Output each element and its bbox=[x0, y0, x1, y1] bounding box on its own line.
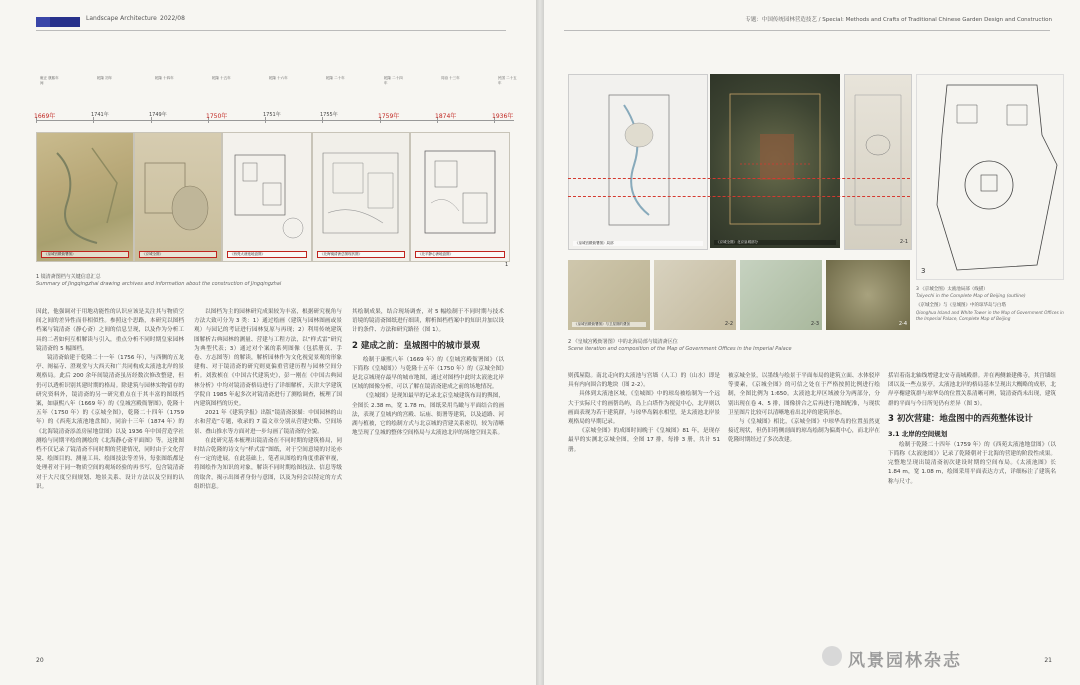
paragraph: 具体到太液池区域，《皇城图》中的琼岛被绘制为一个远大于实际尺寸的画帮岛屿，岛上白塔作为视觉中心，北岸则以画面表现为若干建筑群，与琼华岛隔水相望，是太液池北岸景观格局的早期记录。 bbox=[568, 391, 720, 426]
timeline-note: 雍正 康熙年间 bbox=[40, 76, 59, 85]
subfigure-label: 2-2 bbox=[724, 321, 733, 327]
figure1-panel-5 bbox=[410, 132, 510, 262]
map-sketch bbox=[313, 133, 409, 261]
timeline-year: 1936年 bbox=[492, 113, 514, 120]
guide-line bbox=[568, 196, 910, 197]
figure1-panel-caption: 《皇城宫殿衙署图》 bbox=[41, 251, 129, 258]
guide-line bbox=[568, 178, 910, 179]
figure2-panel-caption: 《皇城宫殿衙署图》局部 bbox=[573, 241, 703, 246]
figure1-panel-2 bbox=[134, 132, 222, 262]
figure2-caption-zh: 2 《皇城宫殿衙署图》中的北海局部与镜清斋区位 bbox=[568, 339, 678, 345]
figure2-panel-6 bbox=[740, 260, 822, 330]
map-sketch bbox=[411, 133, 509, 261]
timeline-year: 1669年 bbox=[34, 113, 56, 120]
paragraph: 绘制于康熙八年（1669 年）的《皇城宫殿衙署图》（以下简称《皇城图》）与乾隆十五年（1750 年）的《京城全图》是北京城现存最早的城市地图，通过对图档中此时太液池北岸区域的图像分析，可以了解在镜清斋建成之前的场地情况。 bbox=[352, 356, 504, 391]
figure1-panel-caption: 《京城全图》 bbox=[139, 251, 217, 258]
map-sketch bbox=[37, 133, 133, 261]
figure1-caption-en: Summary of Jingqingzhai drawing archives and information about the construction of Jingqingzhai bbox=[36, 281, 282, 287]
paragraph: 其绘制成果，结合现场调查，对 5 幅绘制于不同时期与技术语境的镜清斋图纸进行细读，解析图档档案中的知识并加以设计的条件、方法和研究路径（图 1）。 bbox=[352, 309, 504, 334]
timeline-note: 乾隆 十四年 bbox=[155, 76, 174, 80]
section-heading: 3 初次营建：地盘图中的西苑整体设计 bbox=[888, 413, 1033, 424]
body-column-3 bbox=[352, 308, 504, 652]
figure1-caption-zh: 1 镜清斋图档与关键信息汇总 bbox=[36, 274, 101, 280]
wechat-icon bbox=[822, 646, 842, 666]
paragraph: 《皇城图》是现知最早的记录北京皇城建筑布局的舆图，全图长 2.38 m，宽 1.78 m。图纸采用鸟瞰与平面结合的画法，表现了皇城内的宫殿、坛庙、衙署等建筑，以及道路、河湖与植被，它的绘制方式与北京城的营建关系密切，较为清晰地呈现了皇城的整体空间格局与太液池北岸的场地空间关系。 bbox=[352, 393, 504, 437]
paragraph: 2021 年《建筑学报》出版“镜清斋深描：中国园林的山水和营造”专题，收录的 7 篇文章分别从营建史略、空间场景、叠山推水等方面对进一步勾画了镜清斋的全貌。 bbox=[194, 410, 342, 435]
body-column-1 bbox=[36, 308, 184, 652]
subfigure-label: 2-1 bbox=[899, 239, 908, 245]
paragraph: 与《皇城图》相比，《京城全图》中琼华岛的位置虽然更接近现状，但仍旧将侧剖面的琼岛绘制为偏离中心，而北岸在乾隆时期经过了多次改建。 bbox=[728, 419, 880, 444]
paragraph: 以图档为主的园林研究成果较为丰富，根据研究视角与方法大致可分为 3 类：1）通过绘画（建筑与园林图画或景观）与园记的考证进行园林复原与再现；2）利用传统建筑图解析古典园林的测量、营建与工程方法，以“样式雷”研究为典型代表；3）通过对个案的系列图像（包括册页、手卷、方志图等）的解读，解析园林作为文化视觉景观的形象建构、对于镜清斋的研究则更偏重营建历程与园林空间分析。刘敦桢在《中国古代建筑史》，彭一刚在《中国古典园林分析》中均对镜清斋格局进行了详细解析，天津大学建筑学院自 1985 年起多次对镜清斋进行了测绘调查，梳理了国内建筑图档的历史。 bbox=[194, 309, 342, 408]
timeline-note: 乾隆 十五年 bbox=[212, 76, 231, 80]
watermark: 风景园林杂志 bbox=[848, 651, 962, 671]
map-sketch bbox=[135, 133, 221, 261]
figure3-note-en: Qionghua Island and White Tower in the Map of Government Offices in the Imperial Palace, Complete Map of Beijing bbox=[916, 310, 1064, 321]
left-page bbox=[0, 0, 536, 685]
figure2-panel-7 bbox=[826, 260, 910, 330]
figure1-panel-4 bbox=[312, 132, 410, 262]
paragraph: 被京城全景，以墨线与绘景于平面布局的建筑立面、水体驳岸等要素，《京城全图》的可信之处在于严格按照比例进行绘制，全图比例为 1:650。太液池北岸区域被分为两部分，分别出现在卷 4、5 排，图像拼合之后再进行地图配准，与现状卫星图片比较可以清晰地看出北岸的建筑形态。 bbox=[728, 373, 880, 416]
figure2-panel-caption: 《京城全图》北京皇城部分 bbox=[714, 240, 836, 245]
paragraph: 绘制于乾隆二十四年（1759 年）的《西苑太液池地盘图》（以下简称《太液池图》）记录了乾隆朝对于北海的营建的阶段性成果。完整地呈现出镜清斋初次建设时期的空间布局。《太液池图》长 1.84 m，宽 1.08 m，绘图采用平面表达方式，详细标注了建筑名称与尺寸。 bbox=[888, 441, 1056, 485]
timeline-note: 乾隆 初年 bbox=[97, 76, 113, 80]
map-sketch bbox=[223, 133, 311, 261]
timeline-year: 1874年 bbox=[435, 113, 457, 120]
paragraph: 则孤屋隐。南北走向的太液池与宫墙（人工）的（山水）即是具有内向围合的地块（图 2-2）。 bbox=[568, 373, 720, 389]
body-column-3 bbox=[888, 372, 1056, 642]
figure3-map bbox=[916, 74, 1064, 280]
figure2-panel-4 bbox=[568, 260, 650, 330]
timeline bbox=[34, 112, 514, 121]
subfigure-label: 2-3 bbox=[810, 321, 819, 327]
timeline-note: 民国 二十五年 bbox=[498, 76, 517, 85]
map-sketch bbox=[710, 74, 840, 248]
header-rule bbox=[564, 30, 1050, 31]
book-gutter bbox=[536, 0, 544, 685]
figure3-caption-en: Taiyechi in the Complete Map of Beijing (outline) bbox=[916, 294, 1026, 299]
figure3-note: 《京城全图》与《皇城图》中的琼华岛与白塔 bbox=[916, 303, 1006, 308]
figure2-caption-en: Scene iteration and composition of the Map of Government Offices in the Imperial Palace bbox=[568, 346, 792, 352]
figure1-panel-caption: 《西苑太液池地盘图》 bbox=[227, 251, 307, 258]
body-column-2 bbox=[194, 308, 342, 652]
running-header: 专题：中国传统园林营造技艺 / Special: Methods and Crafts of Traditional Chinese Garden Design and Construction bbox=[745, 17, 1052, 23]
header-rule bbox=[36, 30, 506, 31]
figure2-panel-1 bbox=[568, 74, 708, 250]
subfigure-label: 2-4 bbox=[898, 321, 907, 327]
figure2-panel-caption: 《皇城宫殿衙署图》与卫星图的叠加 bbox=[572, 322, 646, 327]
figure1-panel-caption: 《北海镜清斋总图现状图》 bbox=[317, 251, 405, 258]
figure1-panel-caption: 《北平静心斋地盘图》 bbox=[415, 251, 505, 258]
timeline-year: 1741年 bbox=[91, 112, 109, 118]
timeline-note: 乾隆 二十四年 bbox=[384, 76, 403, 85]
figure1-panel-1 bbox=[36, 132, 134, 262]
figure2-panel-3 bbox=[844, 74, 912, 250]
section-heading: 2 建成之前：皇城图中的城市景观 bbox=[352, 340, 480, 351]
page-number: 21 bbox=[1044, 657, 1052, 664]
body-column-2 bbox=[728, 372, 880, 652]
page-number: 20 bbox=[36, 657, 44, 664]
journal-logo bbox=[36, 17, 80, 27]
timeline-year: 1759年 bbox=[378, 113, 400, 120]
timeline-note: 乾隆 二十年 bbox=[326, 76, 345, 80]
paragraph: 在此研究基本梳理出镜清斋在不同时期的建筑格局，同时结合乾隆的诗文与“样式雷”图纸，对于空间意境的讨论亦有一定的进展。在此基础上，笔者从图绘的角度重新审视，将图绘作为知识的对象，解读不同时期绘图技法、信息等级的取舍，揭示出图者身份与意图，以及为何会以特定的方式组织信息。 bbox=[194, 437, 342, 490]
body-column-1 bbox=[568, 372, 720, 652]
right-page bbox=[544, 0, 1080, 685]
timeline-year: 1749年 bbox=[149, 112, 167, 118]
figure3-caption-zh: 3 《京城全图》太液池局部（线描） bbox=[916, 287, 988, 292]
figure1-panel-3 bbox=[222, 132, 312, 262]
figure-number: 1 bbox=[505, 262, 509, 268]
journal-issue: 2022/08 bbox=[160, 15, 185, 22]
paragraph: 括岩着南北轴线增建北安寺南城殿群。并在两侧兼建佛寺，其宫墙组团以及一些点景亭。太液池北岸的格局基本呈现出大概略的成形，北岸亭榭建筑群与琼华岛的位置关系清晰可辨，镜清斋尚未出现，建筑群的平面与今日所见仍有差异（图 3）。 bbox=[888, 373, 1056, 407]
paragraph: 《京城全图》的成图时间晚于《皇城图》81 年，是现存最早的实测北京城全图，全图 17 排，每排 3 册，共计 51 册。 bbox=[568, 428, 720, 453]
figure-number: 3 bbox=[921, 267, 926, 275]
timeline-year: 1750年 bbox=[206, 113, 228, 120]
map-sketch bbox=[569, 75, 707, 249]
timeline-note: 乾隆 十六年 bbox=[269, 76, 288, 80]
timeline-note: 同治 十三年 bbox=[441, 76, 460, 80]
outline-map bbox=[917, 75, 1063, 279]
map-sketch bbox=[845, 75, 911, 249]
subsection-heading: 3.1 北岸的空间规划 bbox=[888, 429, 948, 438]
timeline-year: 1755年 bbox=[320, 112, 338, 118]
figure2-panel-2 bbox=[710, 74, 840, 248]
figure2-panel-5 bbox=[654, 260, 736, 330]
journal-name: Landscape Architecture bbox=[86, 15, 157, 22]
paragraph: 因此，他强调对于用地功能性的认识应该是关注其与物质空间之间的差异性而非相似性。参照这个思路，本研究以图档档案与镜清斋（静心斋）之间的信息呈现，以及作为分析工具的二者如何互相解读与引入，重点分析不同时期皇家园林镜清斋的 5 幅图档。 bbox=[36, 309, 184, 352]
timeline-year: 1751年 bbox=[263, 112, 281, 118]
paragraph: 镜清斋始建于乾隆二十一年（1756 年），与西侧的五龙亭、阐福寺、澄观堂与大西天和广共同构成太液池北岸的景观格局。此后 200 余年间镜清斋虽历经数次修改整建，但仍可以透析识别其建时期的格局。除建筑与园林实物留存的研究资料外，镜清斋的另一研究重点在于其丰富的图纸档案，如康熙八年（1669 年）的《皇城宫殿衙署图》，乾隆十五年（1750 年）的《京城全图》，乾隆二十四年（1759 年）的《西苑太液池地盘图》，同治十三年（1874 年）的《北海镜清斋添盖房屋地盘图》以及 1936 年中国营造学社测绘与同期平绘的测绘的《北海静心斋平面图》等。这批图档不仅记录了镜清斋不同时期的营建情况，同时由于文化营境、绘图目的、测量工具、绘图技法等差异，每张图纸都是处理者对于同一物质空间的观场经验的再书写，包含镜清斋对于大尺度空间规划、地景关系、设计方法以及空间的认识。 bbox=[36, 355, 184, 490]
